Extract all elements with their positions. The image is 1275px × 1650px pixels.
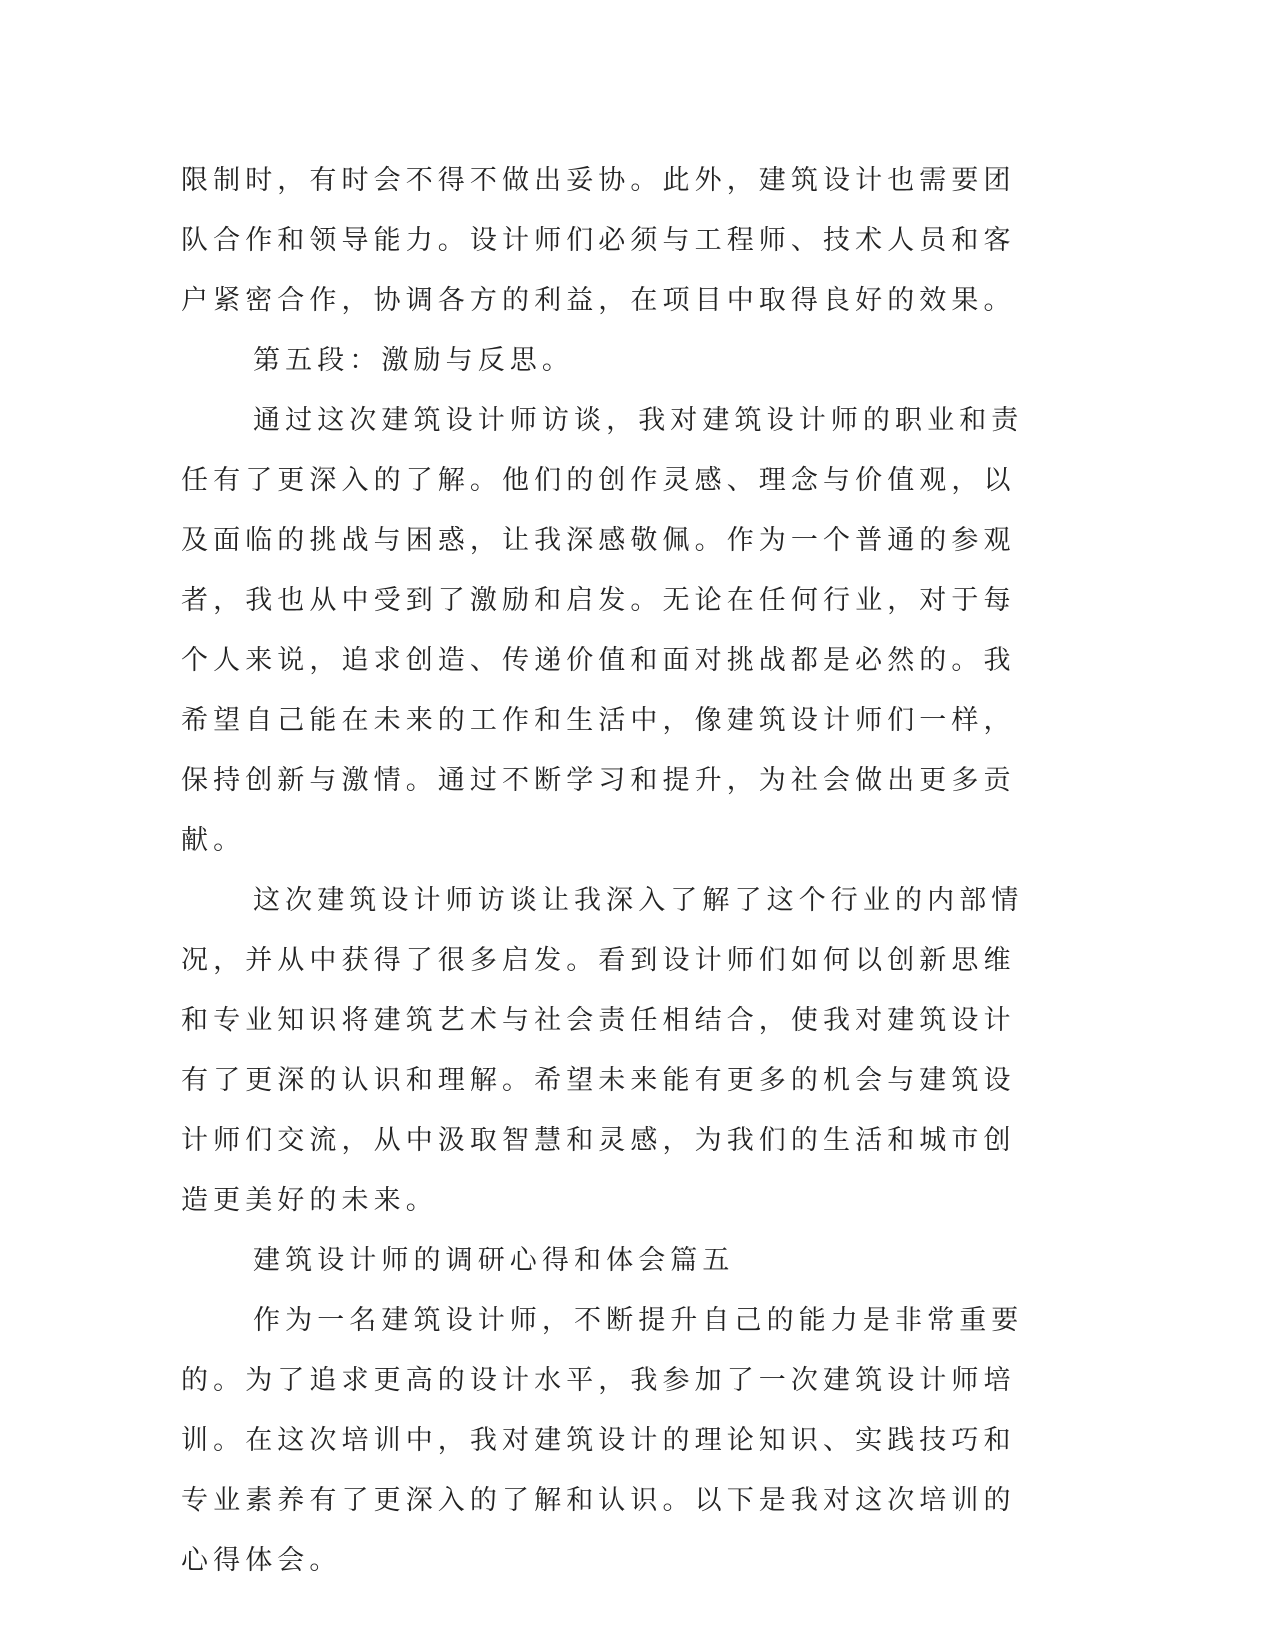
- paragraph-reflection: 通过这次建筑设计师访谈，我对建筑设计师的职业和责任有了更深入的了解。他们的创作灵感、理念与价值观，以及面临的挑战与困惑，让我深感敬佩。作为一个普通的参观者，我也从中受到了激励和启发。无论在任何行业，对于每个人来说，追求创造、传递价值和面对挑战都是必然的。我希望自己能在未来的工作和生活中，像建筑设计师们一样，保持创新与激情。通过不断学习和提升，为社会做出更多贡献。: [181, 405, 1024, 856]
- paragraph-training-intro: 作为一名建筑设计师，不断提升自己的能力是非常重要的。为了追求更高的设计水平，我参加了一次建筑设计师培训。在这次培训中，我对建筑设计的理论知识、实践技巧和专业素养有了更深入的了解和认识。以下是我对这次培训的心得体会。: [181, 1305, 1024, 1576]
- section-heading-part-five: 第五段：激励与反思。: [253, 345, 574, 376]
- article-title-part-five: 建筑设计师的调研心得和体会篇五: [253, 1245, 735, 1276]
- paragraph-continuation: 限制时，有时会不得不做出妥协。此外，建筑设计也需要团队合作和领导能力。设计师们必须与工程师、技术人员和客户紧密合作，协调各方的利益，在项目中取得良好的效果。: [181, 165, 1016, 316]
- document-body: [181, 151, 1031, 1591]
- paragraph-conclusion: 这次建筑设计师访谈让我深入了解了这个行业的内部情况，并从中获得了很多启发。看到设计师们如何以创新思维和专业知识将建筑艺术与社会责任相结合，使我对建筑设计有了更深的认识和理解。希望未来能有更多的机会与建筑设计师们交流，从中汲取智慧和灵感，为我们的生活和城市创造更美好的未来。: [181, 885, 1024, 1216]
